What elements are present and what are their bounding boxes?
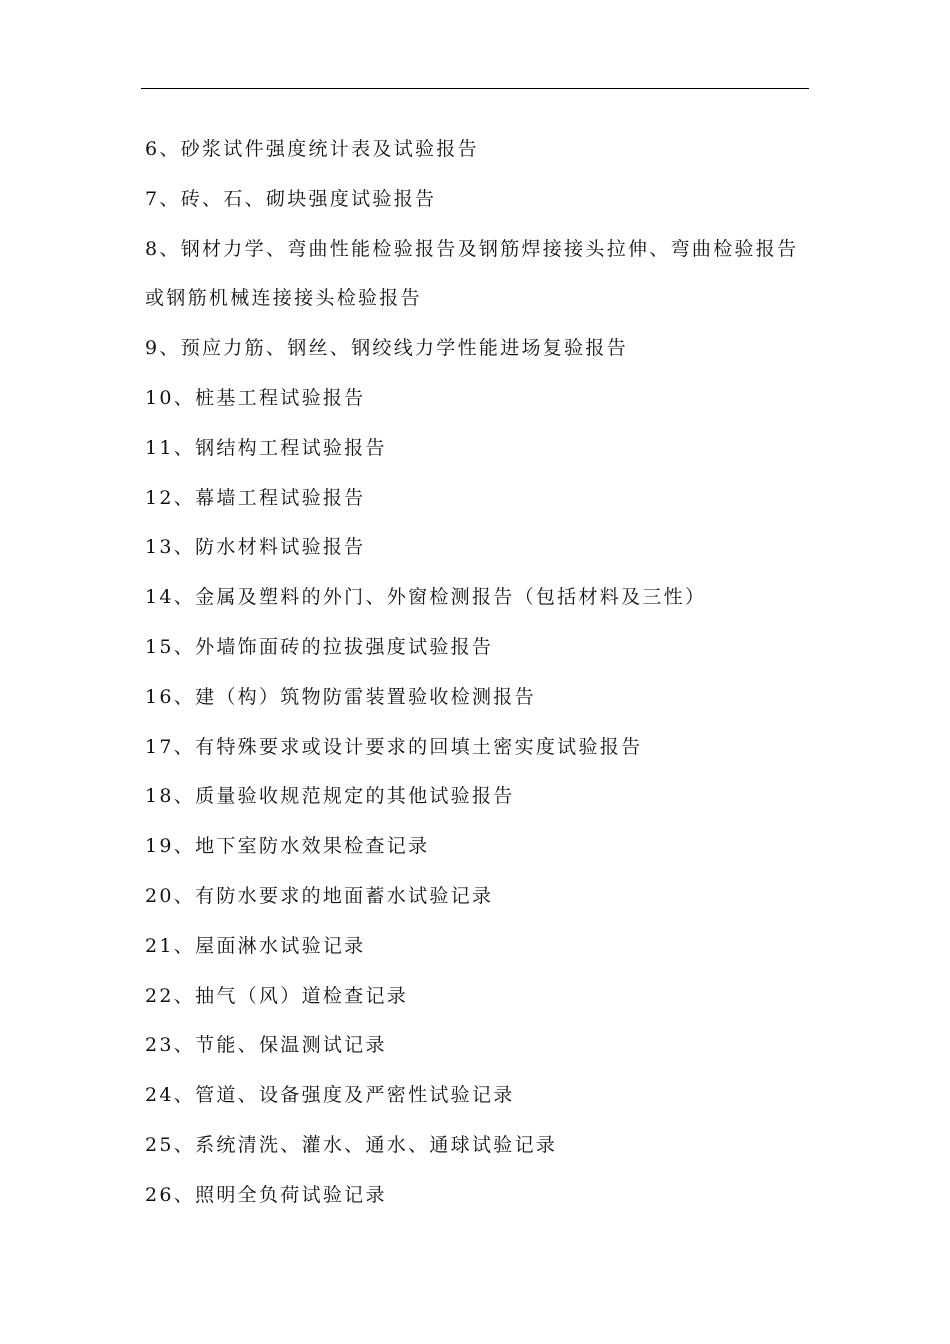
- list-item: 17、有特殊要求或设计要求的回填土密实度试验报告: [145, 735, 643, 758]
- list-item: 20、有防水要求的地面蓄水试验记录: [145, 884, 494, 907]
- list-item: 12、幕墙工程试验报告: [145, 486, 366, 509]
- list-item: 26、照明全负荷试验记录: [145, 1183, 387, 1206]
- list-item: 14、金属及塑料的外门、外窗检测报告（包括材料及三性）: [145, 586, 707, 609]
- list-item: 25、系统清洗、灌水、通水、通球试验记录: [145, 1133, 558, 1156]
- header-rule: [141, 88, 809, 89]
- list-item-continuation: 或钢筋机械连接接头检验报告: [145, 287, 422, 310]
- list-item: 15、外墙饰面砖的拉拔强度试验报告: [145, 635, 494, 658]
- list-item: 11、钢结构工程试验报告: [145, 436, 387, 459]
- list-item: 9、预应力筋、钢丝、钢绞线力学性能进场复验报告: [145, 337, 628, 360]
- list-item: 18、质量验收规范规定的其他试验报告: [145, 785, 515, 808]
- list-item: 19、地下室防水效果检查记录: [145, 835, 430, 858]
- list-item: 21、屋面淋水试验记录: [145, 934, 366, 957]
- list-item: 6、砂浆试件强度统计表及试验报告: [145, 138, 479, 160]
- list-item: 16、建（构）筑物防雷装置验收检测报告: [145, 685, 536, 708]
- list-item: 24、管道、设备强度及严密性试验记录: [145, 1084, 515, 1107]
- list-item: 8、钢材力学、弯曲性能检验报告及钢筋焊接接头拉伸、弯曲检验报告: [145, 237, 799, 260]
- document-item-list: [145, 125, 813, 1221]
- list-item: 23、节能、保温测试记录: [145, 1034, 387, 1057]
- list-item: 13、防水材料试验报告: [145, 536, 366, 559]
- list-item: 22、抽气（风）道检查记录: [145, 984, 409, 1007]
- list-item: 7、砖、石、砌块强度试验报告: [145, 187, 437, 210]
- list-item: 10、桩基工程试验报告: [145, 386, 366, 409]
